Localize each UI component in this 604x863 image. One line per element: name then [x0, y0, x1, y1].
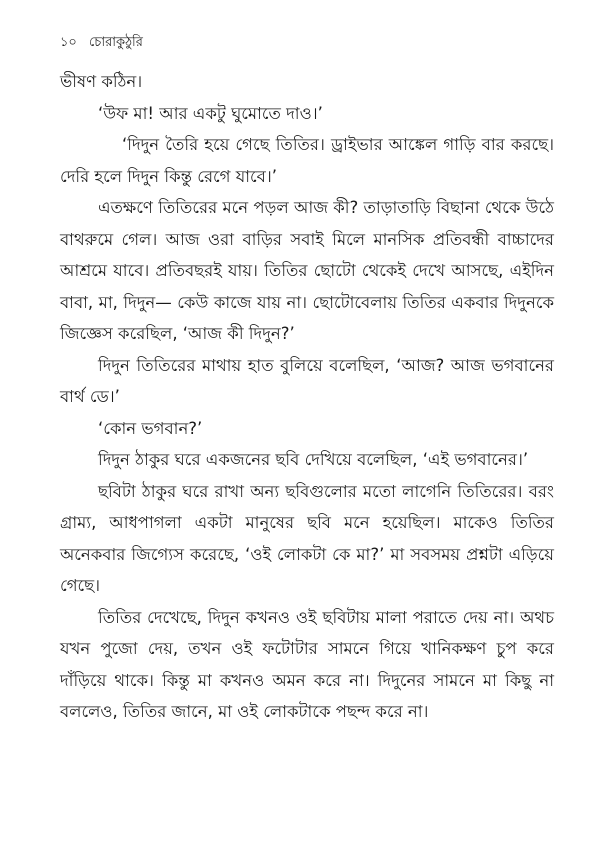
- paragraph: ভীষণ কঠিন।: [60, 72, 143, 91]
- paragraph: এতক্ষণে তিতিরের মনে পড়ল আজ কী? তাড়াতাড়ি বিছানা থেকে উঠে বাথরুমে গেল। আজ ওরা বাড়ির সবাই মিলে মানসিক প্রতিবন্ধী বাচ্চাদের আশ্রমে যাবে। প্রতিবছরই যায়। তিতির ছোটো থেকেই দেখে আসছে, এইদিন বাবা, মা, দিদুন— কেউ কাজে যায় না। ছোটোবেলায় তিতির একবার দিদুনকে জিজ্ঞেস করেছিল, ‘আজ কী দিদুন?’: [60, 198, 554, 343]
- paragraph: ছবিটা ঠাকুর ঘরে রাখা অন্য ছবিগুলোর মতো লাগেনি তিতিরের। বরং গ্রাম্য, আধপাগলা একটা মানুষের ছবি মনে হয়েছিল। মাকেও তিতির অনেকবার জিগ্যেস করেছে, ‘ওই লোকটা কে মা?’ মা সবসময় প্রশ্নটা এড়িয়ে গেছে।: [60, 481, 554, 595]
- paragraph: দিদুন ঠাকুর ঘরে একজনের ছবি দেখিয়ে বলেছিল, ‘এই ভগবানের।’: [98, 450, 529, 469]
- book-title: চোরাকুঠুরি: [89, 35, 143, 50]
- body-text: [60, 66, 554, 728]
- paragraph: ‘কোন ভগবান?’: [98, 418, 203, 438]
- running-header: [60, 34, 143, 52]
- paragraph: তিতির দেখেছে, দিদুন কখনও ওই ছবিটায় মালা পরাতে দেয় না। অথচ যখন পুজো দেয়, তখন ওই ফটোটার সামনে গিয়ে খানিকক্ষণ চুপ করে দাঁড়িয়ে থাকে। কিন্তু মা কখনও অমন করে না। দিদুনের সামনে মা কিছু না বললেও, তিতির জানে, মা ওই লোকটাকে পছন্দ করে না।: [60, 607, 554, 721]
- page-number: ১০: [60, 35, 77, 50]
- paragraph: ‘দিদুন তৈরি হয়ে গেছে তিতির। ড্রাইভার আঙ্কেল গাড়ি বার করছে। দেরি হলে দিদুন কিন্তু রেগে যাবে।’: [60, 135, 554, 186]
- paragraph: ‘উফ মা! আর একটু ঘুমোতে দাও।’: [98, 103, 323, 123]
- paragraph: দিদুন তিতিরের মাথায় হাত বুলিয়ে বলেছিল, ‘আজ? আজ ভগবানের বার্থ ডে।’: [60, 355, 554, 406]
